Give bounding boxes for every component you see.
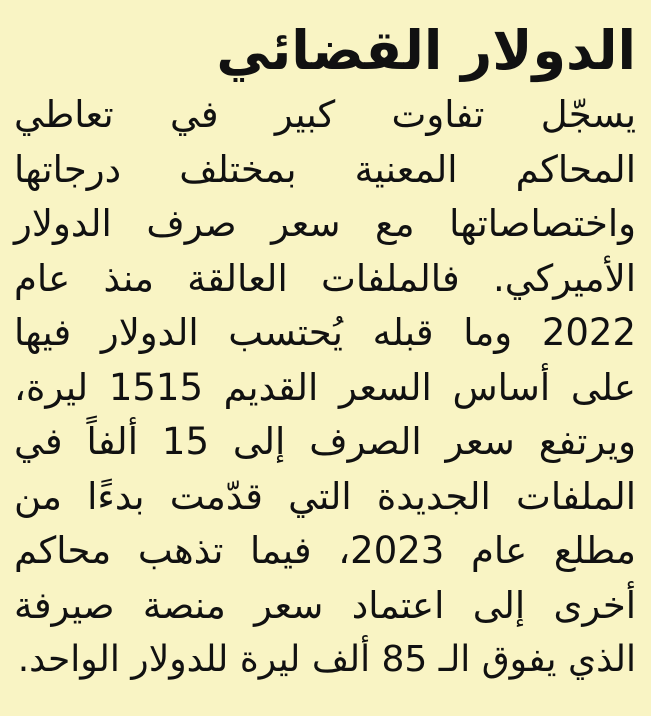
article-body <box>14 88 636 688</box>
news-article <box>14 14 636 704</box>
body-line: أخرى إلى اعتماد سعر منصة صيرفة <box>14 583 636 627</box>
body-line: مطلع عام 2023، فيما تذهب محاكم <box>14 529 636 572</box>
body-line: على أساس السعر القديم 1515 ليرة، <box>14 365 636 409</box>
body-line: المحاكم المعنية بمختلف درجاتها <box>14 147 636 191</box>
article-headline: الدولار القضائي <box>216 19 636 82</box>
body-line: ويرتفع سعر الصرف إلى 15 ألفاً في <box>14 420 637 463</box>
body-line: واختصاصاتها مع سعر صرف الدولار <box>14 202 636 245</box>
body-line: يسجّل تفاوت كبير في تعاطي <box>14 93 636 136</box>
body-line: الملفات الجديدة التي قدّمت بدءًا من <box>14 474 636 518</box>
body-line: الذي يفوق الـ 85 ألف ليرة للدولار الواحد. <box>17 639 636 680</box>
body-line: الأميركي. فالملفات العالقة منذ عام <box>14 256 636 300</box>
body-line: 2022 وما قبله يُحتسب الدولار فيها <box>14 311 636 354</box>
